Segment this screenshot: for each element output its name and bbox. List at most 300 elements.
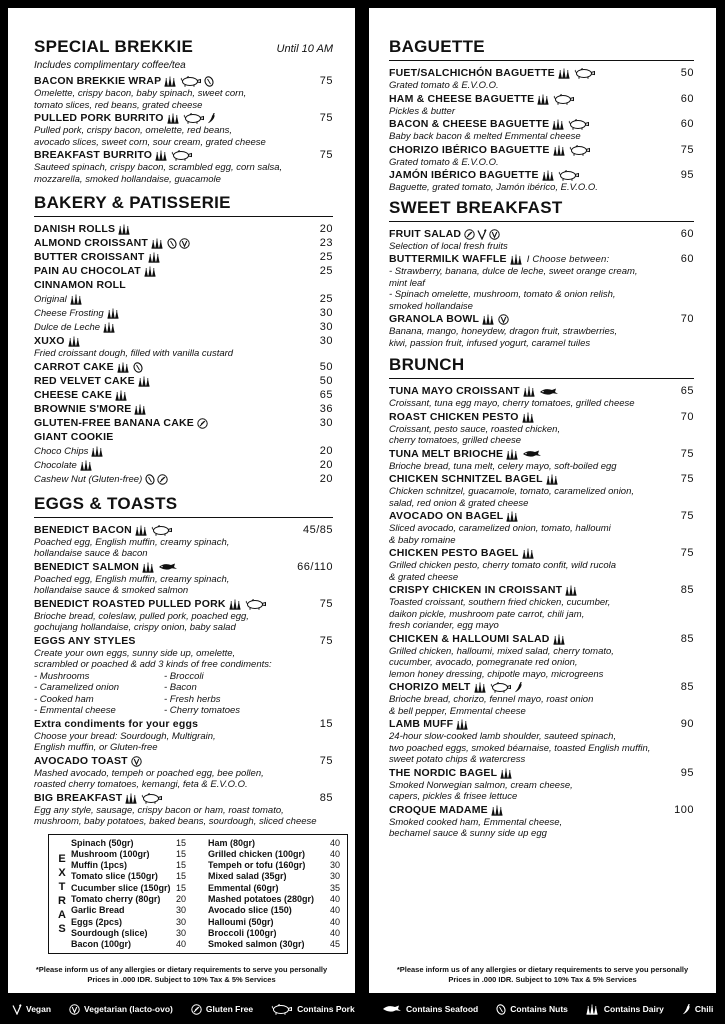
extra-price: 20 (176, 893, 187, 904)
pork-icon (490, 682, 512, 693)
extra-price: 30 (176, 916, 187, 927)
menu-item (34, 251, 333, 264)
seafood-icon (522, 449, 542, 459)
item-price: 60 (680, 253, 694, 265)
extra-name: Tomato cherry (80gr) (71, 893, 161, 904)
pork-icon (568, 119, 590, 130)
legend-right (382, 996, 725, 1022)
sweet-list (389, 228, 694, 350)
legend-item (271, 1004, 355, 1015)
dairy-icon (522, 412, 536, 423)
legend-label: Vegetarian (lacto-ovo) (84, 1004, 173, 1014)
item-name-text: BACON BREKKIE WRAP (34, 75, 162, 87)
item-name (389, 411, 536, 424)
extra-item (208, 883, 340, 894)
item-name-text: PULLED PORK BURRITO (34, 112, 164, 124)
section-brunch (389, 355, 694, 375)
extra-item (208, 917, 340, 928)
extra-name: Mushroom (100gr) (71, 848, 150, 859)
right-menu-panel (369, 8, 716, 993)
item-name (34, 223, 132, 236)
item-price: 50 (319, 374, 333, 387)
extra-item (208, 849, 340, 860)
special-brekkie-list (34, 75, 333, 185)
extra-item (71, 883, 208, 894)
extra-price: 15 (176, 871, 187, 882)
section-title: BAGUETTE (389, 37, 485, 56)
condiment-row (34, 682, 333, 694)
extras-letter: X (58, 866, 66, 879)
pork-icon (141, 793, 163, 804)
chili-icon (207, 113, 216, 124)
dairy-icon (474, 682, 488, 693)
menu-item (389, 681, 694, 717)
item-price: 90 (680, 718, 694, 730)
item-name (389, 767, 514, 780)
extra-price: 40 (329, 905, 340, 916)
extra-price: 40 (329, 837, 340, 848)
section-title: SWEET BREAKFAST (389, 197, 563, 217)
extra-name: Bacon (100gr) (71, 939, 132, 950)
section-divider (389, 378, 694, 379)
item-price: 23 (319, 237, 333, 249)
section-title: BRUNCH (389, 355, 465, 374)
item-price: 20 (319, 472, 333, 485)
item-name-text: ALMOND CROISSANT (34, 237, 149, 249)
item-name-text: Choco Chips (34, 445, 89, 457)
item-price: 25 (319, 251, 333, 263)
section-time-note: Until 10 AM (276, 43, 333, 55)
item-price: 66/110 (297, 560, 333, 573)
menu-item (389, 718, 694, 766)
item-description: Pulled pork, crispy bacon, omelette, red beans, avocado slices, sweet corn, sour cream, grated cheese (34, 125, 266, 148)
extra-name: Mashed potatoes (280gr) (208, 893, 315, 904)
item-name-text: CHORIZO IBÉRICO BAGUETTE (389, 143, 550, 156)
menu-sub-item (34, 293, 333, 306)
extra-name: Grilled chicken (100gr) (208, 848, 306, 859)
item-name-text: Cashew Nut (Gluten-free) (34, 473, 143, 485)
item-price: 25 (319, 265, 333, 277)
pork-icon (574, 68, 596, 79)
item-description: Sliced avocado, caramelized onion, tomato, halloumi & baby romaine (389, 523, 611, 546)
extra-name: Avocado slice (150) (208, 905, 292, 916)
dairy-icon (546, 474, 560, 485)
item-name (389, 313, 509, 326)
item-name (389, 547, 536, 560)
item-name (389, 473, 560, 486)
item-name (34, 459, 94, 472)
section-title: EGGS & TOASTS (34, 493, 178, 513)
item-description: Sauteed spinach, crispy bacon, scrambled egg, corn salsa, mozzarella, smoked hollandaise, guacamole (34, 162, 283, 185)
menu-item (34, 755, 333, 791)
item-price: 50 (680, 67, 694, 79)
extra-item (208, 928, 340, 939)
item-name-text: THE NORDIC BAGEL (389, 766, 498, 779)
vegetarian-icon (498, 314, 509, 325)
pork-icon (183, 113, 205, 124)
item-price: 85 (319, 791, 333, 804)
item-price: 70 (680, 313, 694, 325)
allergy-note: *Please inform us of any allergies or dietary requirements to serve you personally (396, 965, 689, 974)
extra-price: 15 (176, 848, 187, 859)
item-price: 65 (319, 388, 333, 401)
legend-label: Chili (694, 1004, 714, 1014)
item-name (389, 510, 520, 523)
item-name (34, 792, 163, 805)
item-name (389, 93, 575, 106)
extra-price: 30 (329, 871, 340, 882)
item-inline-note: I Choose between: (526, 254, 610, 265)
nuts-icon (133, 362, 143, 373)
item-price: 75 (680, 473, 694, 485)
pork-icon (569, 145, 591, 156)
legend-label: Contains Nuts (510, 1004, 568, 1014)
condiment: - Mushrooms (34, 670, 90, 682)
item-name (389, 118, 590, 131)
item-name (34, 718, 198, 731)
item-name (34, 112, 216, 125)
extra-name: Ham (80gr) (208, 837, 256, 848)
item-price: 30 (319, 321, 333, 333)
item-description: Brioche bread, coleslaw, pulled pork, poached egg, gochujang hollandaise, crispy onion, baby salad (34, 610, 249, 633)
section-divider (34, 517, 333, 518)
item-price: 75 (680, 447, 694, 460)
item-name (34, 251, 162, 264)
menu-item (34, 223, 333, 236)
item-price: 100 (674, 803, 694, 816)
dairy-icon (542, 170, 556, 181)
item-name-text: LAMB MUFF (389, 718, 454, 730)
item-name-text: CRISPY CHICKEN IN CROISSANT (389, 584, 563, 596)
dairy-icon (167, 113, 181, 124)
item-description: Mashed avocado, tempeh or poached egg, bee pollen, roasted cherry tomatoes, kemangi, feta & E.V.O.O. (34, 767, 264, 790)
extra-name: Cucumber slice (150gr) (71, 882, 171, 893)
item-price: 30 (319, 416, 333, 429)
legend-label: Contains Dairy (603, 1004, 664, 1014)
bakery-list (34, 223, 333, 486)
item-name (34, 445, 105, 458)
extras-letter: S (58, 922, 66, 935)
section-sweet-breakfast (389, 198, 694, 218)
item-description: Grated tomato & E.V.O.O. (389, 80, 499, 91)
dairy-icon (68, 336, 82, 347)
extras-letter: T (58, 880, 66, 893)
extra-price: 40 (176, 939, 187, 950)
item-name-text: BIG BREAKFAST (34, 791, 123, 804)
section-divider (34, 216, 333, 217)
item-description: Fried croissant dough, filled with vanilla custard (34, 348, 234, 359)
item-description: Baby back bacon & melted Emmental cheese (389, 131, 581, 142)
extra-price: 40 (329, 916, 340, 927)
legend-label: Gluten Free (205, 1004, 254, 1014)
extra-item (71, 838, 208, 849)
menu-sub-item (34, 445, 333, 458)
pork-icon (245, 599, 267, 610)
item-price: 20 (319, 223, 333, 235)
menu-item (34, 279, 333, 292)
dairy-icon (537, 94, 551, 105)
item-name (389, 169, 580, 182)
item-name (389, 584, 579, 597)
menu-sub-item (34, 459, 333, 472)
item-description: Choose your bread: Sourdough, Multigrain, English muffin, or Gluten-free (34, 730, 216, 753)
extra-price: 30 (176, 927, 187, 938)
condiment-row (34, 671, 333, 683)
condiment: - Bacon (164, 682, 197, 693)
item-description: Poached egg, English muffin, creamy spinach, hollandaise sauce & smoked salmon (34, 573, 230, 596)
item-description: Pickles & butter (389, 105, 455, 117)
item-price: 85 (680, 681, 694, 693)
menu-item (34, 718, 333, 754)
extra-name: Sourdough (slice) (71, 927, 148, 938)
chili-icon (514, 682, 523, 693)
item-name-text: Extra condiments for your eggs (34, 717, 199, 730)
dairy-icon (164, 76, 178, 87)
condiment-row (34, 705, 333, 717)
menu-item (389, 93, 694, 118)
extra-item (71, 928, 208, 939)
extra-name: Eggs (2pcs) (71, 916, 123, 927)
item-name-text: CINNAMON ROLL (34, 279, 126, 291)
extra-item (208, 905, 340, 916)
legend-item (382, 1004, 478, 1014)
glutenfree-icon (157, 474, 168, 485)
item-name (34, 598, 267, 611)
glutenfree-icon (197, 418, 208, 429)
dairy-icon (500, 768, 514, 779)
extras-box (48, 834, 348, 955)
dairy-icon (80, 460, 94, 471)
item-price: 75 (680, 143, 694, 156)
extras-letter: A (58, 908, 66, 921)
item-name-text: BROWNIE S'MORE (34, 402, 132, 415)
extra-item (71, 849, 208, 860)
item-price: 65 (680, 385, 694, 397)
item-name-text: FUET/SALCHICHÓN BAGUETTE (389, 67, 555, 79)
item-description: - Strawberry, banana, dulce de leche, sweet orange cream, mint leaf - Spinach omelette, mushroom, tomato & onion relish, smoked hollandaise (389, 266, 638, 312)
dairy-icon (91, 446, 105, 457)
vegan-icon (12, 1004, 22, 1015)
item-price: 45/85 (302, 523, 333, 536)
legend-label: Contains Seafood (406, 1004, 479, 1014)
dairy-icon (138, 376, 152, 387)
item-description: Smoked Norwegian salmon, cream cheese, capers, pickles & frisee lettuce (389, 779, 573, 802)
extras-vertical-label (53, 838, 71, 951)
item-name-text: CHICKEN & HALLOUMI SALAD (389, 632, 550, 645)
extra-price: 15 (176, 860, 187, 871)
menu-item (389, 67, 694, 92)
dairy-icon (491, 805, 505, 816)
item-name (389, 681, 523, 694)
item-name (34, 237, 190, 250)
item-name (34, 361, 143, 374)
dairy-icon (586, 1004, 600, 1015)
item-name-text: XUXO (34, 335, 65, 347)
extra-item (71, 939, 208, 950)
item-name-text: CARROT CAKE (34, 360, 114, 373)
item-name-text: Dulce de Leche (34, 322, 101, 333)
extra-price: 35 (329, 882, 340, 893)
item-price: 95 (680, 766, 694, 779)
item-description: Croissant, pesto sauce, roasted chicken, cherry tomatoes, grilled cheese (389, 423, 561, 446)
item-name (389, 448, 542, 461)
dairy-icon (552, 119, 566, 130)
item-name-text: FRUIT SALAD (389, 227, 462, 240)
item-name-text: EGGS ANY STYLES (34, 634, 136, 647)
item-description: Brioche bread, tuna melt, celery mayo, soft-boiled egg (389, 460, 617, 472)
item-description: Banana, mango, honeydew, dragon fruit, strawberries, kiwi, passion fruit, infused yogurt, caramel tuiles (389, 326, 618, 349)
item-name-text: AVOCADO TOAST (34, 754, 128, 767)
pork-icon (171, 150, 193, 161)
item-name-text: Chocolate (34, 459, 77, 471)
item-name (34, 417, 208, 430)
menu-item (34, 524, 333, 560)
legend-item (496, 1004, 568, 1015)
item-name-text: Original (34, 294, 67, 305)
item-name-text: GLUTEN-FREE BANANA CAKE (34, 416, 194, 429)
dairy-icon (482, 314, 496, 325)
menu-item (389, 547, 694, 583)
item-name-text: AVOCADO ON BAGEL (389, 510, 504, 522)
extra-item (208, 838, 340, 849)
dairy-icon (144, 266, 158, 277)
extra-item (208, 860, 340, 871)
item-price: 30 (319, 307, 333, 319)
extra-item (208, 894, 340, 905)
section-title: BAKERY & PATISSERIE (34, 193, 231, 212)
item-description: Grated tomato & E.V.O.O. (389, 156, 499, 168)
menu-item (34, 112, 333, 148)
extras-column-2 (208, 838, 340, 951)
dairy-icon (506, 511, 520, 522)
pork-icon (180, 76, 202, 87)
item-name (389, 228, 500, 241)
menu-item (389, 633, 694, 681)
menu-item (389, 411, 694, 447)
menu-item (34, 335, 333, 360)
item-description: Smoked cooked ham, Emmental cheese, bechamel sauce & sunny side up egg (389, 816, 563, 839)
nuts-icon (167, 238, 177, 249)
menu-item (34, 635, 333, 717)
item-name (34, 75, 214, 88)
item-name-text: BACON & CHEESE BAGUETTE (389, 118, 550, 130)
item-name (34, 431, 113, 444)
item-name-text: CHEESE CAKE (34, 388, 113, 401)
menu-item (389, 313, 694, 349)
item-price: 60 (680, 92, 694, 105)
menu-item (389, 473, 694, 509)
pork-icon (558, 170, 580, 181)
item-description: Grilled chicken, halloumi, mixed salad, cherry tomato, cucumber, avocado, pomegranate red onion, lemon honey dressing, chipotle mayo, microgreens (389, 645, 614, 680)
legend-item (69, 1004, 173, 1015)
item-price: 70 (680, 410, 694, 423)
vegetarian-icon (69, 1004, 80, 1015)
extra-name: Spinach (50gr) (71, 837, 134, 848)
menu-item (34, 403, 333, 416)
item-price: 75 (319, 75, 333, 87)
glutenfree-icon (464, 229, 475, 240)
item-name-text: BUTTER CROISSANT (34, 251, 145, 263)
condiment: - Emmental cheese (34, 705, 116, 716)
item-name-text: HAM & CHEESE BAGUETTE (389, 92, 535, 105)
item-name-text: JAMÓN IBÉRICO BAGUETTE (389, 169, 539, 181)
item-price: 36 (319, 402, 333, 415)
legend-item (191, 1004, 253, 1015)
legend-item (586, 1004, 664, 1015)
legend-item (12, 1004, 51, 1015)
footer-note (369, 965, 716, 985)
condiment: - Cherry tomatoes (164, 705, 241, 716)
dairy-icon (553, 634, 567, 645)
item-name-text: DANISH ROLLS (34, 223, 116, 235)
item-price: 60 (680, 227, 694, 240)
menu-item (389, 253, 694, 312)
section-special-brekkie (34, 37, 333, 59)
item-price: 95 (680, 169, 694, 181)
menu-item (34, 265, 333, 278)
item-description: Poached egg, English muffin, creamy spinach, hollandaise sauce & bacon (34, 536, 230, 559)
dairy-icon (135, 525, 149, 536)
item-price: 75 (319, 754, 333, 767)
item-name (34, 389, 129, 402)
nuts-icon (145, 474, 155, 485)
item-name (34, 321, 117, 334)
item-name-text: CHORIZO MELT (389, 681, 471, 693)
item-name-text: BENEDICT SALMON (34, 560, 140, 573)
menu-sub-item (34, 307, 333, 320)
left-menu-panel (8, 8, 355, 993)
extras-letter: R (58, 894, 66, 907)
item-description: Egg any style, sausage, crispy bacon or ham, roast tomato, mushroom, baby potatoes, baked beans, sourdough, sliced cheese (34, 804, 317, 827)
dairy-icon (155, 150, 169, 161)
item-name-text: TUNA MELT BRIOCHE (389, 447, 504, 460)
item-price: 75 (319, 634, 333, 647)
extra-price: 30 (329, 860, 340, 871)
section-bakery (34, 193, 333, 213)
section-divider (389, 60, 694, 61)
item-price: 20 (319, 444, 333, 457)
nuts-icon (496, 1004, 506, 1015)
glutenfree-icon (191, 1004, 202, 1015)
extra-price: 30 (176, 905, 187, 916)
vegan-icon (477, 229, 487, 240)
dairy-icon (565, 585, 579, 596)
dairy-icon (506, 449, 520, 460)
item-name (389, 804, 505, 817)
menu-item (34, 792, 333, 828)
extra-price: 15 (176, 882, 187, 893)
menu-item (389, 767, 694, 803)
extra-item (71, 871, 208, 882)
item-name (34, 265, 158, 278)
dairy-icon (117, 362, 131, 373)
extra-price: 15 (176, 837, 187, 848)
menu-item (389, 169, 694, 194)
menu-item (389, 804, 694, 840)
extra-item (208, 871, 340, 882)
item-name-text: CROQUE MADAME (389, 803, 488, 816)
brunch-list (389, 385, 694, 840)
menu-item (34, 598, 333, 634)
dairy-icon (103, 322, 117, 333)
item-price: 25 (319, 293, 333, 305)
item-name-text: Cheese Frosting (34, 308, 104, 319)
dairy-icon (229, 599, 243, 610)
seafood-icon (158, 562, 178, 572)
extra-price: 45 (329, 939, 340, 950)
nuts-icon (204, 76, 214, 87)
dairy-icon (558, 68, 572, 79)
